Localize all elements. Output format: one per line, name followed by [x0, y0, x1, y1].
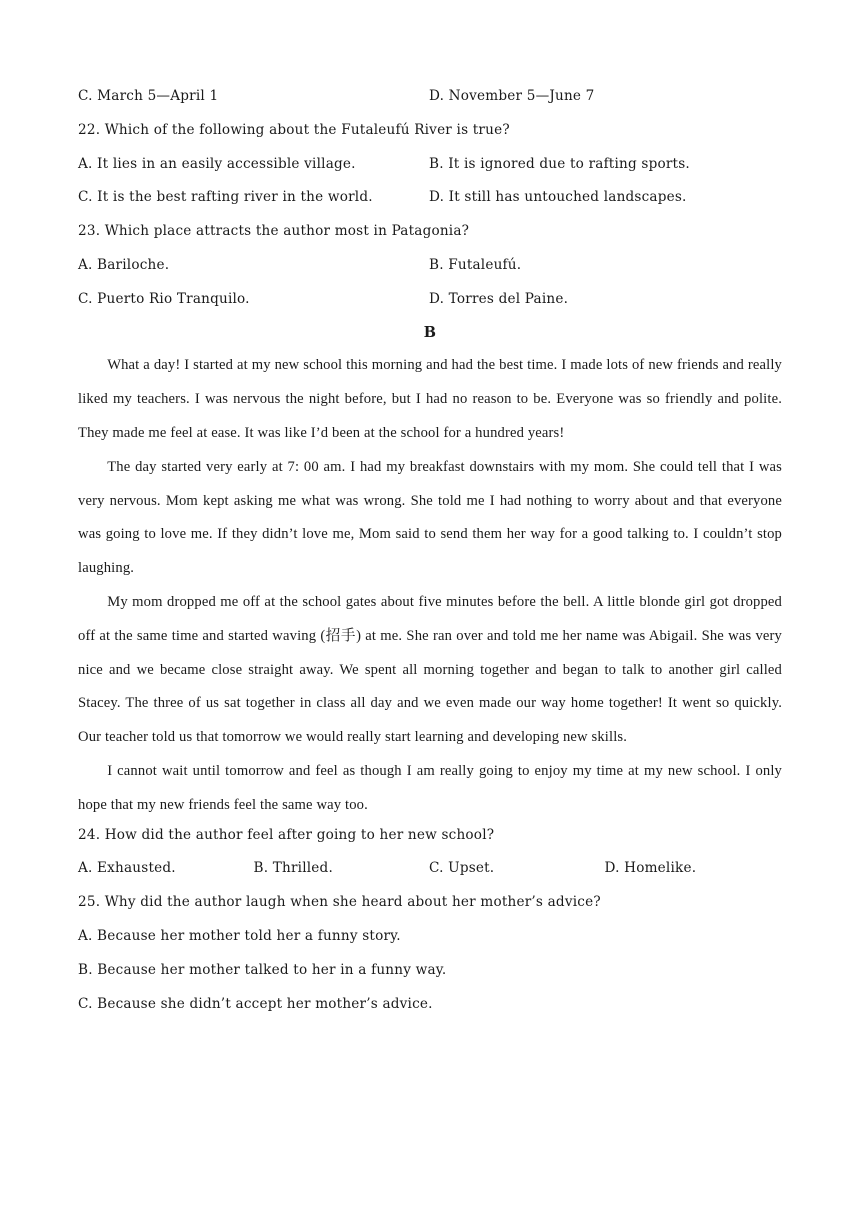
q22-option-b[interactable]: B. It is ignored due to rafting sports. [429, 155, 690, 172]
q21-option-c[interactable]: C. March 5—April 1 [78, 88, 219, 104]
q23-option-c[interactable]: C. Puerto Rio Tranquilo. [78, 290, 250, 307]
q25-option-b[interactable]: B. Because her mother talked to her in a funny way. [78, 961, 447, 978]
q23-option-b[interactable]: B. Futaleufú. [429, 256, 522, 273]
passage-paragraph-3: My mom dropped me off at the school gates about five minutes before the bell. A little blonde girl got dropped off at the same time and started waving (招手) at me. She ran over and told me her name was Abigail. She was very nice and we became close straight away. We spent all morning together and began to talk to another girl called Stacey. The three of us sat together in class all day and we even made our way home together! It went so quickly. Our teacher told us that tomorrow we would really start learning and developing new skills. [78, 593, 782, 746]
document-page [78, 84, 782, 1030]
q22-options-row-2 [78, 185, 782, 219]
passage-paragraph-1: What a day! I started at my new school this morning and had the best time. I made lots of new friends and really liked my teachers. I was nervous the night before, but I had no reason to be. Everyone was so friendly and polite. They made me feel at ease. It was like I’d been at the school for a hundred years! [78, 357, 782, 441]
q21-option-d[interactable]: D. November 5—June 7 [429, 88, 595, 104]
q22-option-a[interactable]: A. It lies in an easily accessible village. [78, 155, 356, 172]
q23-question: 23. Which place attracts the author most in Patagonia? [78, 223, 470, 240]
section-heading: B [423, 323, 437, 341]
q25-question: 25. Why did the author laugh when she heard about her mother’s advice? [78, 894, 601, 911]
passage-paragraph-4: I cannot wait until tomorrow and feel as though I am really going to enjoy my time at my new school. I only hope that my new friends feel the same way too. [78, 762, 782, 813]
q23-options-row-2 [78, 287, 782, 321]
q25-option-a[interactable]: A. Because her mother told her a funny story. [78, 927, 401, 944]
q23-option-d[interactable]: D. Torres del Paine. [429, 290, 569, 307]
q24-option-c[interactable]: C. Upset. [429, 860, 495, 877]
q24-option-b[interactable]: B. Thrilled. [253, 860, 333, 877]
q22-option-d[interactable]: D. It still has untouched landscapes. [429, 189, 687, 206]
passage-paragraph-2: The day started very early at 7: 00 am. I had my breakfast downstairs with my mom. She could tell that I was very nervous. Mom kept asking me what was wrong. She told me I had nothing to worry about and that everyone was going to love me. If they didn’t love me, Mom said to send them her way for a good talking to. I couldn’t stop laughing. [78, 458, 782, 577]
q24-options-row [78, 856, 782, 890]
q25-option-c[interactable]: C. Because she didn’t accept her mother’s advice. [78, 995, 433, 1012]
q24-option-d[interactable]: D. Homelike. [604, 860, 697, 877]
q23-option-a[interactable]: A. Bariloche. [78, 256, 170, 273]
questions-after-passage [78, 823, 782, 1026]
q22-option-c[interactable]: C. It is the best rafting river in the world. [78, 189, 373, 206]
q24-question: 24. How did the author feel after going to her new school? [78, 826, 495, 843]
q23-options-row-1 [78, 253, 782, 287]
q22-question: 22. Which of the following about the Futaleufú River is true? [78, 121, 510, 138]
q21-options-row-2 [78, 84, 782, 118]
q22-options-row-1 [78, 152, 782, 186]
q24-option-a[interactable]: A. Exhausted. [78, 860, 176, 877]
